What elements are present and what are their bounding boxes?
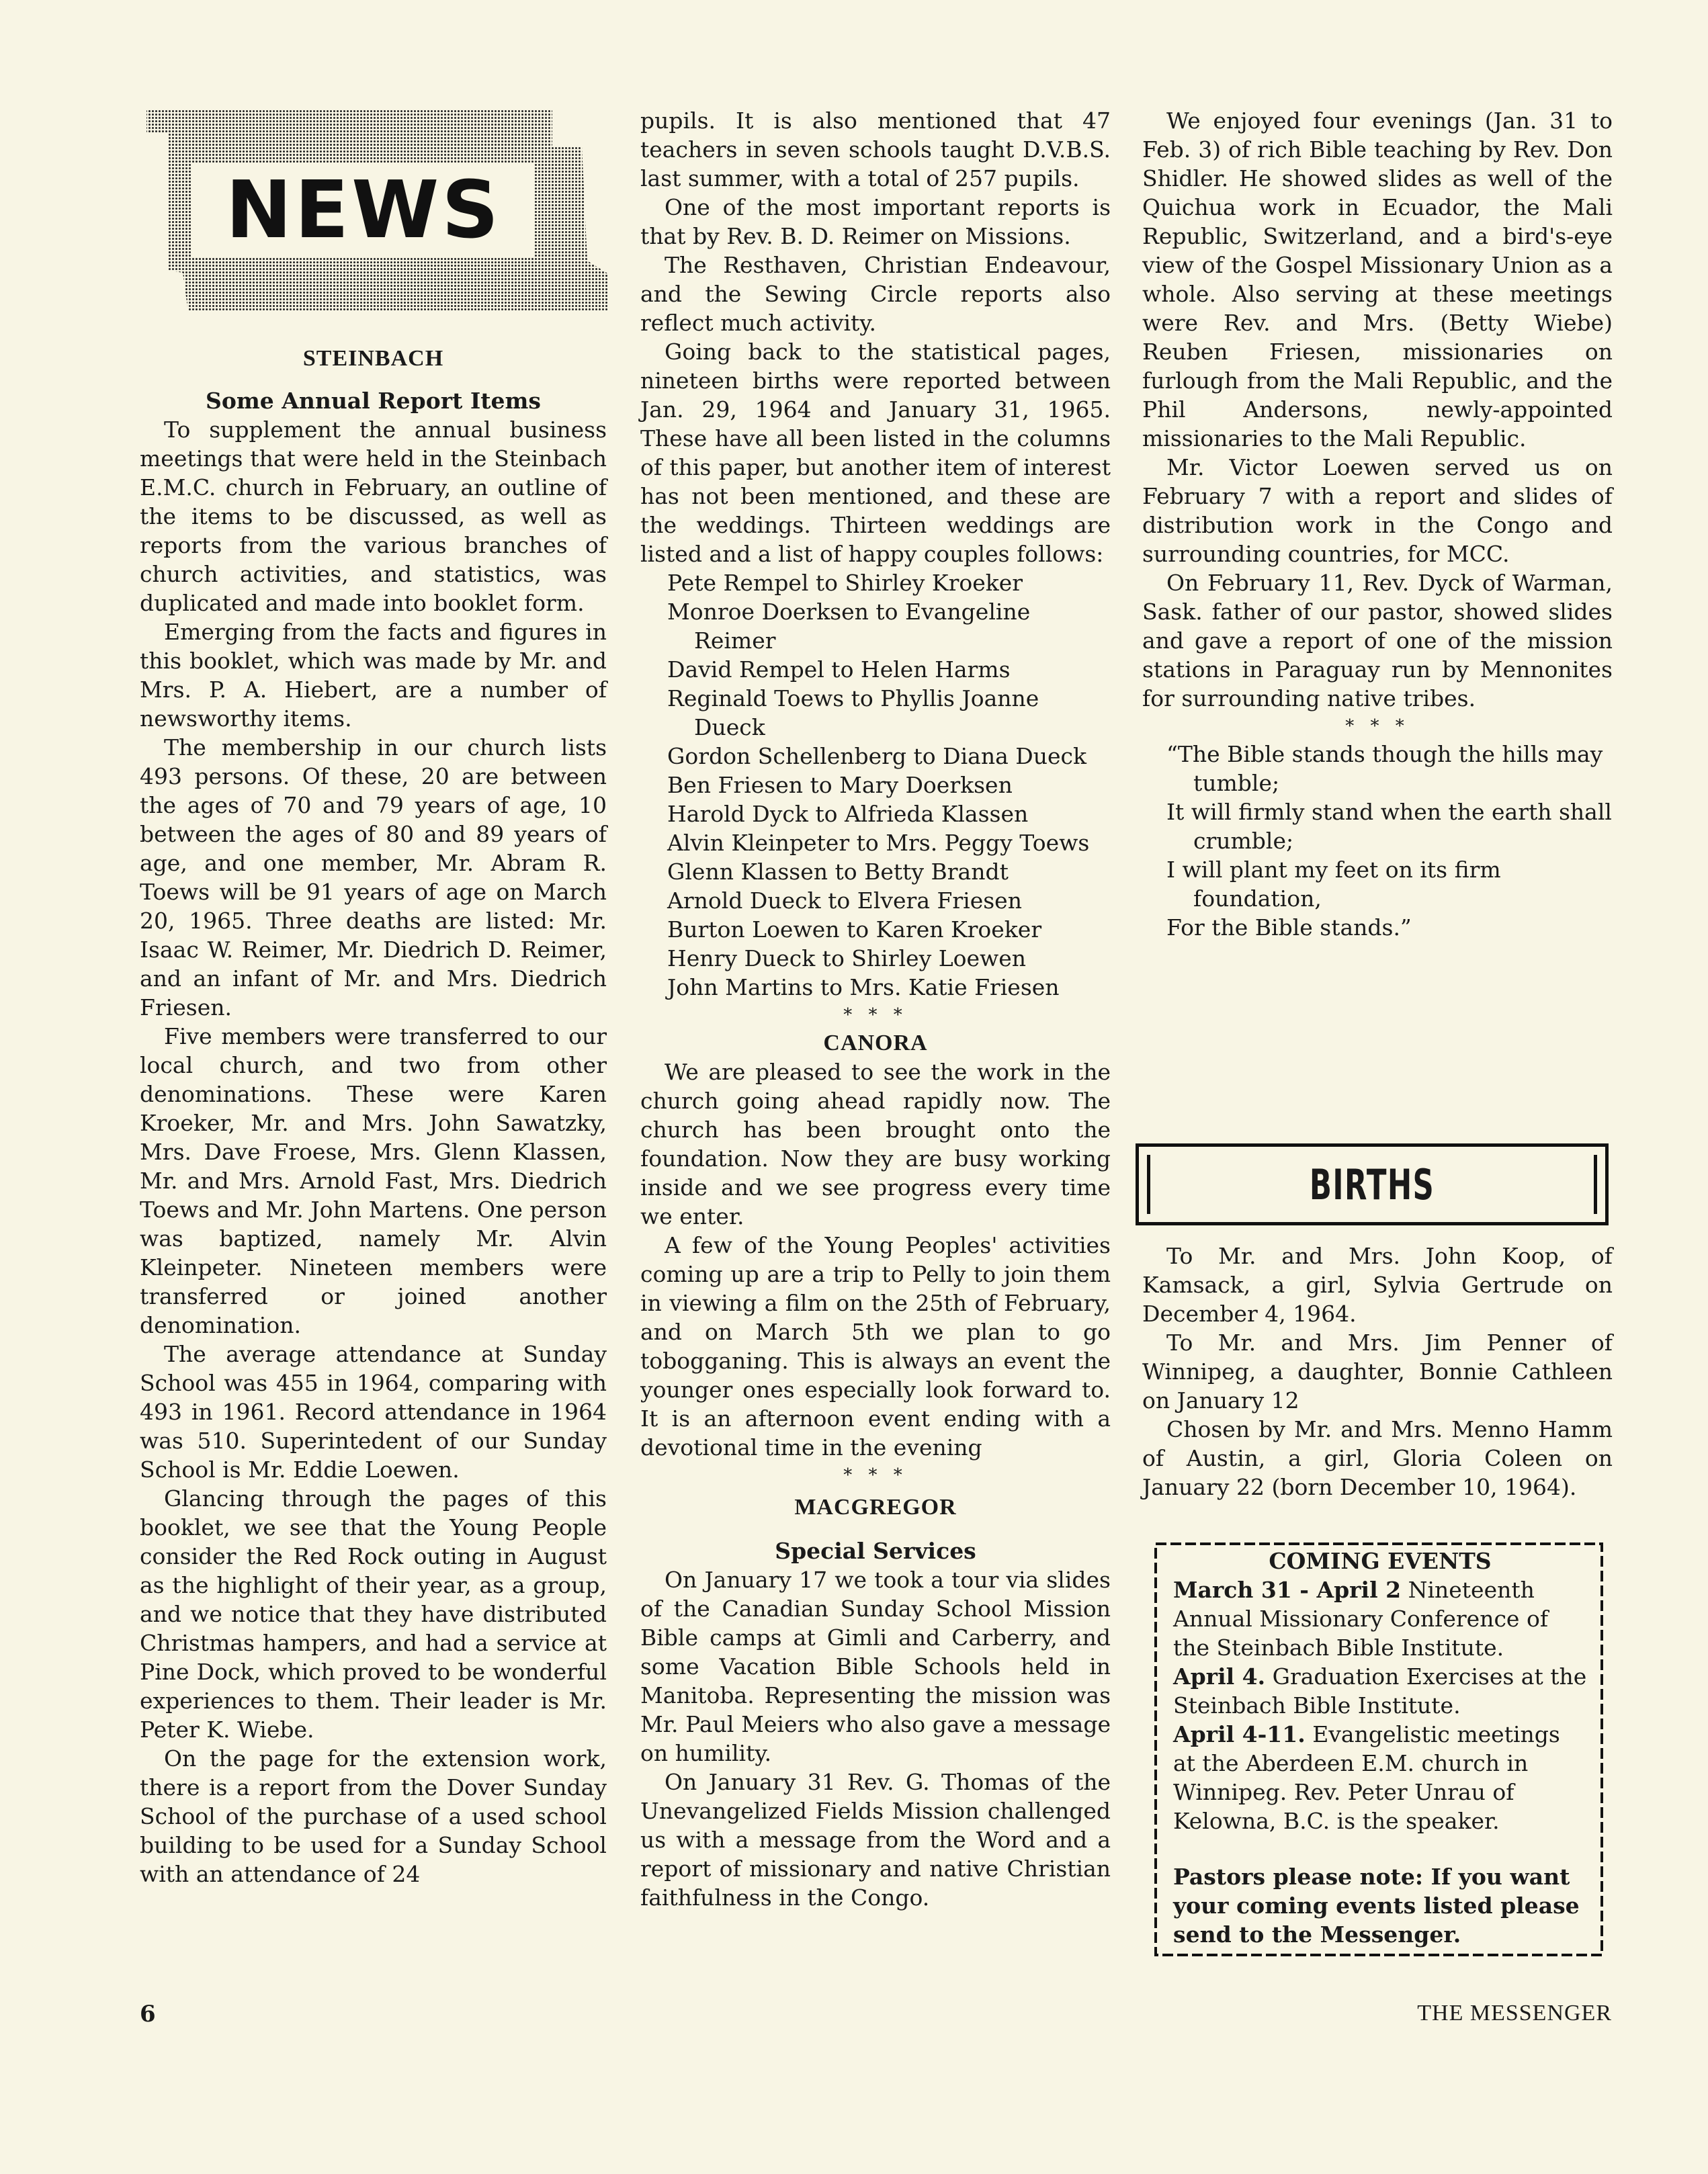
steinbach-paragraph: The Resthaven, Christian Endeavour, and the Sewing Circle reports also reflect much activity. [640, 252, 1111, 336]
wedding-item: Ben Friesen to Mary Doerksen [667, 772, 1013, 798]
macgregor-paragraph: On January 31 Rev. G. Thomas of the Unevangelized Fields Mission challenged us with a message from the Word and a report of missionary and native Christian faithfulness in the Congo. [640, 1769, 1111, 1911]
coming-event-text: Nineteenth Annual Missionary Conference of the Steinbach Bible Institute. [1173, 1577, 1549, 1661]
coming-events-heading: COMING EVENTS [1269, 1548, 1492, 1574]
section-separator: * * * [843, 1465, 908, 1485]
news-logo [141, 106, 609, 314]
poem-line: For the Bible stands.” [1166, 914, 1412, 941]
macgregor-heading: MACGREGOR [794, 1495, 957, 1520]
column-3 [1142, 106, 1613, 942]
wedding-item: Glenn Klassen to Betty Brandt [667, 859, 1009, 885]
coming-event-text: Graduation Exercises at the Steinbach Bible Institute. [1173, 1663, 1587, 1719]
coming-event-date: April 4. [1173, 1663, 1266, 1690]
coming-events-note: Pastors please note: If you want your coming events listed please send to the Messenger. [1173, 1864, 1580, 1948]
section-separator: * * * [843, 1005, 908, 1025]
steinbach-paragraph: On the page for the extension work, there is a report from the Dover Sunday School of the purchase of a used school building to be used for a Sunday School with an attendance of 24 [140, 1745, 607, 1887]
coming-event-item [1173, 1720, 1587, 1835]
wedding-item: Gordon Schellenberg to Diana Dueck [667, 743, 1086, 769]
births-heading: BIRTHS [1309, 1160, 1435, 1209]
column-1 [140, 344, 607, 1888]
wedding-item: Pete Rempel to Shirley Kroeker [667, 570, 1023, 596]
canora-paragraph: We are pleased to see the work in the church going ahead rapidly now. The church has been brought onto the foundation. Now they are busy working inside and we see progress every time we enter. [640, 1059, 1111, 1229]
macgregor-paragraph: Mr. Victor Loewen served us on February 7 with a report and slides of distribution work in the Congo and surrounding countries, for MCC. [1142, 454, 1613, 567]
poem-line: It will firmly stand when the earth shall crumble; [1166, 799, 1612, 854]
poem-line: I will plant my feet on its firm foundation, [1166, 857, 1501, 912]
steinbach-paragraph: Going back to the statistical pages, nineteen births were reported between Jan. 29, 1964 and January 31, 1965. These have all been listed in the columns of this paper, but another item of interest has not been mentioned, and these are the weddings. Thirteen weddings are listed and a list of happy couples follows: [640, 339, 1111, 567]
steinbach-paragraph: Emerging from the facts and figures in this booklet, which was made by Mr. and Mrs. P. A. Hiebert, are a number of newsworthy items. [140, 619, 607, 732]
coming-events-box [1150, 1538, 1607, 1960]
wedding-item: Burton Loewen to Karen Kroeker [667, 916, 1042, 943]
macgregor-subheading: Special Services [775, 1538, 976, 1564]
canora-heading: CANORA [823, 1031, 928, 1055]
page-number: 6 [140, 2001, 156, 2028]
poem-line: “The Bible stands though the hills may tumble; [1166, 741, 1603, 796]
macgregor-paragraph: On January 17 we took a tour via slides of the Canadian Sunday School Mission Bible camps at Gimli and Carberry, and some Vacation Bible Schools held in Manitoba. Representing the mission was Mr. Paul Meiers who also gave a message on humility. [640, 1567, 1111, 1766]
poem [1142, 740, 1613, 942]
wedding-item: Monroe Doerksen to Evangeline Reimer [667, 599, 1031, 654]
coming-event-date: April 4-11. [1173, 1721, 1306, 1747]
canora-paragraph: A few of the Young Peoples' activities coming up are a trip to Pelly to join them in viewing a film on the 25th of February, and on March 5th we plan to go tobogganing. This is always an event the younger ones especially look forward to. It is an afternoon event ending with a devotional time in the evening [640, 1232, 1111, 1461]
births-banner [1136, 1143, 1609, 1225]
wedding-item: Reginald Toews to Phyllis Joanne Dueck [667, 685, 1039, 740]
publication-name: THE MESSENGER [1417, 2001, 1612, 2026]
macgregor-paragraph: On February 11, Rev. Dyck of Warman, Sask. father of our pastor, showed slides and gave a report of one of the mission stations in Paraguay run by Mennonites for surrounding native tribes. [1142, 570, 1613, 711]
birth-announcement: Chosen by Mr. and Mrs. Menno Hamm of Austin, a girl, Gloria Coleen on January 22 (born December 10, 1964). [1142, 1416, 1613, 1500]
column-2 [640, 106, 1111, 1912]
birth-announcement: To Mr. and Mrs. John Koop, of Kamsack, a girl, Sylvia Gertrude on December 4, 1964. [1142, 1243, 1613, 1327]
steinbach-paragraph: To supplement the annual business meetings that were held in the Steinbach E.M.C. church in February, an outline of the items to be discussed, as well as reports from the various branches of church activities, and statistics, was duplicated and made into booklet form. [140, 417, 607, 616]
steinbach-paragraph: pupils. It is also mentioned that 47 teachers in seven schools taught D.V.B.S. last summer, with a total of 257 pupils. [640, 107, 1111, 191]
wedding-item: John Martins to Mrs. Katie Friesen [667, 974, 1060, 1000]
birth-announcement: To Mr. and Mrs. Jim Penner of Winnipeg, a daughter, Bonnie Cathleen on January 12 [1142, 1330, 1613, 1414]
births-section [1142, 1242, 1613, 1502]
coming-event-item [1173, 1662, 1587, 1720]
section-separator: * * * [1345, 716, 1410, 736]
wedding-item: Alvin Kleinpeter to Mrs. Peggy Toews [667, 830, 1090, 856]
wedding-item: Henry Dueck to Shirley Loewen [667, 945, 1027, 971]
steinbach-paragraph: Glancing through the pages of this booklet, we see that the Young People consider the Red Rock outing in August as the highlight of their year, as a group, and we notice that they have distributed Christmas hampers, and had a service at Pine Dock, which proved to be wonderful experiences to them. Their leader is Mr. Peter K. Wiebe. [140, 1485, 607, 1743]
wedding-item: Arnold Dueck to Elvera Friesen [667, 887, 1022, 914]
steinbach-paragraph: The membership in our church lists 493 persons. Of these, 20 are between the ages of 70 and 79 years of age, 10 between the ages of 80 and 89 years of age, and one member, Mr. Abram R. Toews will be 91 years of age on March 20, 1965. Three deaths are listed: Mr. Isaac W. Reimer, Mr. Diedrich D. Reimer, and an infant of Mr. and Mrs. Diedrich Friesen. [140, 734, 607, 1020]
coming-event-date: March 31 - April 2 [1173, 1577, 1402, 1603]
news-logo-text: NEWS [192, 163, 535, 257]
coming-events-content [1173, 1547, 1587, 1949]
coming-event-text: Evangelistic meetings at the Aberdeen E.M. church in Winnipeg. Rev. Peter Unrau of Kelowna, B.C. is the speaker. [1173, 1721, 1560, 1834]
steinbach-paragraph: The average attendance at Sunday School was 455 in 1964, comparing with 493 in 1961. Record attendance in 1964 was 510. Superintedent of our Sunday School is Mr. Eddie Loewen. [140, 1341, 607, 1483]
steinbach-paragraph: Five members were transferred to our local church, and two from other denominations. These were Karen Kroeker, Mr. and Mrs. John Sawatzky, Mrs. Dave Froese, Mrs. Glenn Klassen, Mr. and Mrs. Arnold Fast, Mrs. Diedrich Toews and Mr. John Martens. One person was baptized, namely Mr. Alvin Kleinpeter. Nineteen members were transferred or joined another denomination. [140, 1023, 607, 1338]
wedding-item: David Rempel to Helen Harms [667, 656, 1011, 683]
macgregor-paragraph: We enjoyed four evenings (Jan. 31 to Feb. 3) of rich Bible teaching by Rev. Don Shidler. He showed slides as well of the Quichua work in Ecuador, the Mali Republic, Switzerland, and a bird's-eye view of the Gospel Missionary Union as a whole. Also serving at these meetings were Rev. and Mrs. (Betty Wiebe) Reuben Friesen, missionaries on furlough from the Mali Republic, and the Phil Andersons, newly-appointed missionaries to the Mali Republic. [1142, 107, 1613, 451]
weddings-list [640, 568, 1111, 1002]
steinbach-paragraph: One of the most important reports is that by Rev. B. D. Reimer on Missions. [640, 194, 1111, 249]
steinbach-subheading: Some Annual Report Items [205, 388, 542, 414]
wedding-item: Harold Dyck to Alfrieda Klassen [667, 801, 1029, 827]
coming-event-item [1173, 1575, 1587, 1662]
steinbach-heading: STEINBACH [302, 346, 444, 371]
